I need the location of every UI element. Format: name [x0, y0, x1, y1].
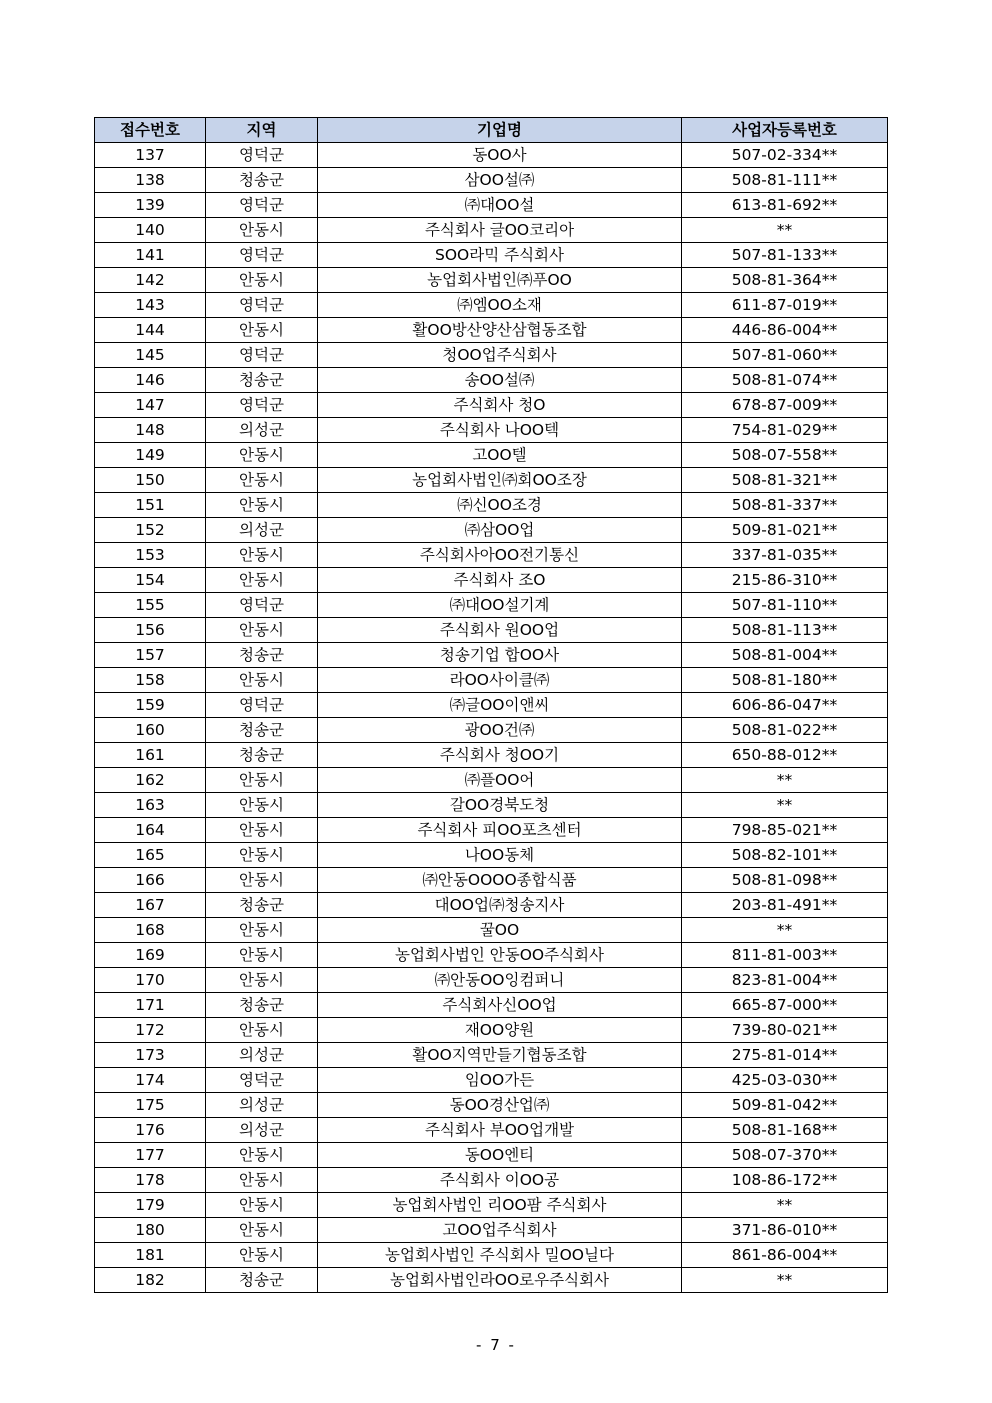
cell-business-number: **	[682, 1193, 888, 1218]
table-row	[95, 693, 888, 718]
cell-receipt-number: 179	[95, 1193, 206, 1218]
cell-company-name: 주식회사 청OO기	[318, 743, 682, 768]
table-row	[95, 668, 888, 693]
cell-region: 청송군	[206, 893, 318, 918]
table-row	[95, 343, 888, 368]
table-row	[95, 743, 888, 768]
cell-company-name: 주식회사 글OO코리아	[318, 218, 682, 243]
cell-company-name: 갈OO경북도청	[318, 793, 682, 818]
cell-receipt-number: 167	[95, 893, 206, 918]
cell-receipt-number: 171	[95, 993, 206, 1018]
cell-business-number: 665-87-000**	[682, 993, 888, 1018]
table-row	[95, 518, 888, 543]
cell-business-number: 754-81-029**	[682, 418, 888, 443]
cell-company-name: 주식회사아OO전기통신	[318, 543, 682, 568]
cell-region: 영덕군	[206, 393, 318, 418]
cell-company-name: 농업회사법인 안동OO주식회사	[318, 943, 682, 968]
cell-company-name: ㈜엠OO소재	[318, 293, 682, 318]
cell-receipt-number: 142	[95, 268, 206, 293]
cell-business-number: 425-03-030**	[682, 1068, 888, 1093]
cell-receipt-number: 168	[95, 918, 206, 943]
header-receipt-number: 접수번호	[95, 118, 206, 143]
cell-receipt-number: 154	[95, 568, 206, 593]
cell-company-name: 농업회사법인㈜푸OO	[318, 268, 682, 293]
cell-business-number: 798-85-021**	[682, 818, 888, 843]
table-row	[95, 568, 888, 593]
cell-receipt-number: 175	[95, 1093, 206, 1118]
cell-region: 안동시	[206, 843, 318, 868]
cell-receipt-number: 138	[95, 168, 206, 193]
cell-region: 안동시	[206, 793, 318, 818]
cell-company-name: 주식회사 이OO공	[318, 1168, 682, 1193]
cell-receipt-number: 174	[95, 1068, 206, 1093]
table-row	[95, 543, 888, 568]
cell-region: 안동시	[206, 918, 318, 943]
cell-region: 안동시	[206, 1218, 318, 1243]
cell-region: 안동시	[206, 493, 318, 518]
cell-business-number: 508-81-004**	[682, 643, 888, 668]
cell-company-name: ㈜플OO어	[318, 768, 682, 793]
cell-company-name: 활OO지역만들기협동조합	[318, 1043, 682, 1068]
cell-business-number: 371-86-010**	[682, 1218, 888, 1243]
cell-receipt-number: 144	[95, 318, 206, 343]
table-row	[95, 318, 888, 343]
cell-business-number: 611-87-019**	[682, 293, 888, 318]
table-row	[95, 493, 888, 518]
cell-region: 청송군	[206, 718, 318, 743]
cell-receipt-number: 157	[95, 643, 206, 668]
cell-receipt-number: 149	[95, 443, 206, 468]
cell-receipt-number: 177	[95, 1143, 206, 1168]
cell-receipt-number: 150	[95, 468, 206, 493]
cell-receipt-number: 181	[95, 1243, 206, 1268]
table-row	[95, 168, 888, 193]
cell-region: 청송군	[206, 643, 318, 668]
cell-company-name: ㈜안동OO잉컴퍼니	[318, 968, 682, 993]
table-row	[95, 968, 888, 993]
cell-business-number: 507-81-060**	[682, 343, 888, 368]
cell-business-number: 508-81-337**	[682, 493, 888, 518]
cell-company-name: 주식회사신OO업	[318, 993, 682, 1018]
table-row	[95, 293, 888, 318]
cell-region: 안동시	[206, 1243, 318, 1268]
cell-company-name: SOO라믹 주식회사	[318, 243, 682, 268]
table-row	[95, 418, 888, 443]
cell-business-number: 508-81-022**	[682, 718, 888, 743]
table-row	[95, 1268, 888, 1293]
cell-region: 안동시	[206, 1193, 318, 1218]
cell-business-number: 508-07-558**	[682, 443, 888, 468]
table-row	[95, 1168, 888, 1193]
cell-receipt-number: 165	[95, 843, 206, 868]
cell-region: 영덕군	[206, 1068, 318, 1093]
cell-receipt-number: 158	[95, 668, 206, 693]
table-row	[95, 443, 888, 468]
table-row	[95, 793, 888, 818]
table-row	[95, 1193, 888, 1218]
table-row	[95, 843, 888, 868]
cell-company-name: 송OO설㈜	[318, 368, 682, 393]
cell-business-number: 508-81-364**	[682, 268, 888, 293]
table-row	[95, 1118, 888, 1143]
cell-company-name: 나OO동체	[318, 843, 682, 868]
cell-business-number: 108-86-172**	[682, 1168, 888, 1193]
cell-region: 안동시	[206, 768, 318, 793]
cell-region: 영덕군	[206, 293, 318, 318]
cell-region: 안동시	[206, 668, 318, 693]
table-row	[95, 1043, 888, 1068]
cell-business-number: **	[682, 918, 888, 943]
cell-region: 청송군	[206, 993, 318, 1018]
cell-receipt-number: 172	[95, 1018, 206, 1043]
cell-region: 영덕군	[206, 193, 318, 218]
table-row	[95, 368, 888, 393]
cell-region: 의성군	[206, 418, 318, 443]
cell-receipt-number: 164	[95, 818, 206, 843]
cell-company-name: ㈜대OO설기계	[318, 593, 682, 618]
cell-region: 의성군	[206, 1043, 318, 1068]
table-row	[95, 1143, 888, 1168]
cell-region: 청송군	[206, 368, 318, 393]
cell-company-name: 광OO건㈜	[318, 718, 682, 743]
cell-receipt-number: 170	[95, 968, 206, 993]
cell-business-number: 509-81-021**	[682, 518, 888, 543]
cell-business-number: **	[682, 793, 888, 818]
table-body	[95, 143, 888, 1293]
cell-company-name: 활OO방산양산삼협동조합	[318, 318, 682, 343]
cell-region: 안동시	[206, 1168, 318, 1193]
cell-region: 의성군	[206, 1093, 318, 1118]
cell-business-number: 508-81-168**	[682, 1118, 888, 1143]
table-row	[95, 918, 888, 943]
cell-receipt-number: 156	[95, 618, 206, 643]
table-header	[95, 118, 888, 143]
cell-company-name: ㈜글OO이앤씨	[318, 693, 682, 718]
cell-region: 안동시	[206, 543, 318, 568]
cell-business-number: 613-81-692**	[682, 193, 888, 218]
cell-business-number: **	[682, 768, 888, 793]
cell-company-name: 농업회사법인 주식회사 밀OO닐다	[318, 1243, 682, 1268]
cell-region: 청송군	[206, 168, 318, 193]
cell-business-number: **	[682, 1268, 888, 1293]
table-row	[95, 268, 888, 293]
table-row	[95, 893, 888, 918]
cell-company-name: 주식회사 청O	[318, 393, 682, 418]
header-company-name: 기업명	[318, 118, 682, 143]
cell-company-name: 동OO경산업㈜	[318, 1093, 682, 1118]
cell-receipt-number: 155	[95, 593, 206, 618]
cell-receipt-number: 163	[95, 793, 206, 818]
cell-region: 안동시	[206, 1143, 318, 1168]
cell-company-name: ㈜대OO설	[318, 193, 682, 218]
cell-company-name: ㈜안동OOOO종합식품	[318, 868, 682, 893]
cell-company-name: 농업회사법인㈜회OO조장	[318, 468, 682, 493]
cell-region: 영덕군	[206, 593, 318, 618]
cell-receipt-number: 159	[95, 693, 206, 718]
cell-receipt-number: 166	[95, 868, 206, 893]
table-row	[95, 193, 888, 218]
cell-company-name: 농업회사법인라OO로우주식회사	[318, 1268, 682, 1293]
cell-receipt-number: 162	[95, 768, 206, 793]
cell-region: 영덕군	[206, 693, 318, 718]
registration-table	[94, 117, 888, 1293]
cell-region: 안동시	[206, 268, 318, 293]
cell-business-number: 508-81-113**	[682, 618, 888, 643]
cell-business-number: 508-81-321**	[682, 468, 888, 493]
cell-business-number: 507-02-334**	[682, 143, 888, 168]
cell-receipt-number: 147	[95, 393, 206, 418]
cell-receipt-number: 143	[95, 293, 206, 318]
cell-region: 의성군	[206, 1118, 318, 1143]
cell-business-number: 823-81-004**	[682, 968, 888, 993]
cell-receipt-number: 169	[95, 943, 206, 968]
cell-region: 안동시	[206, 868, 318, 893]
cell-company-name: 주식회사 부OO업개발	[318, 1118, 682, 1143]
cell-company-name: 고OO텔	[318, 443, 682, 468]
table-row	[95, 393, 888, 418]
cell-receipt-number: 137	[95, 143, 206, 168]
header-region: 지역	[206, 118, 318, 143]
cell-receipt-number: 160	[95, 718, 206, 743]
cell-company-name: ㈜신OO조경	[318, 493, 682, 518]
cell-business-number: 507-81-110**	[682, 593, 888, 618]
cell-receipt-number: 140	[95, 218, 206, 243]
table-row	[95, 818, 888, 843]
cell-business-number: 215-86-310**	[682, 568, 888, 593]
header-business-number: 사업자등록번호	[682, 118, 888, 143]
cell-business-number: 275-81-014**	[682, 1043, 888, 1068]
cell-receipt-number: 176	[95, 1118, 206, 1143]
cell-region: 영덕군	[206, 143, 318, 168]
table-row	[95, 643, 888, 668]
cell-business-number: 811-81-003**	[682, 943, 888, 968]
cell-company-name: 꿀OO	[318, 918, 682, 943]
cell-business-number: 678-87-009**	[682, 393, 888, 418]
cell-company-name: 동OO엔티	[318, 1143, 682, 1168]
cell-region: 안동시	[206, 568, 318, 593]
table-row	[95, 993, 888, 1018]
cell-receipt-number: 151	[95, 493, 206, 518]
cell-region: 안동시	[206, 818, 318, 843]
table-row	[95, 1093, 888, 1118]
cell-company-name: 고OO업주식회사	[318, 1218, 682, 1243]
cell-company-name: 라OO사이클㈜	[318, 668, 682, 693]
cell-company-name: 동OO사	[318, 143, 682, 168]
cell-company-name: 대OO업㈜청송지사	[318, 893, 682, 918]
cell-business-number: 509-81-042**	[682, 1093, 888, 1118]
table-row	[95, 1018, 888, 1043]
cell-business-number: 508-81-111**	[682, 168, 888, 193]
cell-region: 청송군	[206, 743, 318, 768]
table-row	[95, 1218, 888, 1243]
cell-region: 안동시	[206, 968, 318, 993]
cell-region: 안동시	[206, 318, 318, 343]
cell-business-number: 508-81-098**	[682, 868, 888, 893]
cell-business-number: 508-81-074**	[682, 368, 888, 393]
cell-business-number: 861-86-004**	[682, 1243, 888, 1268]
cell-region: 안동시	[206, 1018, 318, 1043]
table-row	[95, 768, 888, 793]
cell-business-number: 650-88-012**	[682, 743, 888, 768]
cell-business-number: 606-86-047**	[682, 693, 888, 718]
cell-business-number: 739-80-021**	[682, 1018, 888, 1043]
cell-company-name: 청송기업 합OO사	[318, 643, 682, 668]
cell-company-name: 재OO양원	[318, 1018, 682, 1043]
cell-region: 안동시	[206, 618, 318, 643]
cell-business-number: 203-81-491**	[682, 893, 888, 918]
cell-company-name: 주식회사 원OO업	[318, 618, 682, 643]
cell-region: 의성군	[206, 518, 318, 543]
cell-receipt-number: 161	[95, 743, 206, 768]
cell-business-number: 508-07-370**	[682, 1143, 888, 1168]
cell-receipt-number: 139	[95, 193, 206, 218]
cell-receipt-number: 152	[95, 518, 206, 543]
cell-region: 영덕군	[206, 343, 318, 368]
cell-region: 안동시	[206, 443, 318, 468]
cell-company-name: 청OO업주식회사	[318, 343, 682, 368]
cell-region: 안동시	[206, 468, 318, 493]
table-row	[95, 243, 888, 268]
cell-region: 안동시	[206, 218, 318, 243]
cell-business-number: **	[682, 218, 888, 243]
cell-business-number: 508-82-101**	[682, 843, 888, 868]
table-row	[95, 218, 888, 243]
cell-company-name: 임OO가든	[318, 1068, 682, 1093]
cell-region: 영덕군	[206, 243, 318, 268]
table-row	[95, 1068, 888, 1093]
cell-company-name: 농업회사법인 리OO팜 주식회사	[318, 1193, 682, 1218]
cell-receipt-number: 141	[95, 243, 206, 268]
cell-business-number: 337-81-035**	[682, 543, 888, 568]
table-row	[95, 943, 888, 968]
cell-receipt-number: 178	[95, 1168, 206, 1193]
cell-receipt-number: 146	[95, 368, 206, 393]
table-row	[95, 718, 888, 743]
table-row	[95, 593, 888, 618]
cell-receipt-number: 145	[95, 343, 206, 368]
cell-receipt-number: 180	[95, 1218, 206, 1243]
cell-business-number: 508-81-180**	[682, 668, 888, 693]
cell-region: 청송군	[206, 1268, 318, 1293]
cell-receipt-number: 182	[95, 1268, 206, 1293]
cell-company-name: 주식회사 피OO포츠센터	[318, 818, 682, 843]
cell-receipt-number: 148	[95, 418, 206, 443]
cell-company-name: 주식회사 나OO텍	[318, 418, 682, 443]
header-row	[95, 118, 888, 143]
table-row	[95, 868, 888, 893]
table-row	[95, 618, 888, 643]
cell-business-number: 446-86-004**	[682, 318, 888, 343]
cell-region: 안동시	[206, 943, 318, 968]
cell-receipt-number: 153	[95, 543, 206, 568]
page-number: - 7 -	[476, 1336, 516, 1354]
table-row	[95, 1243, 888, 1268]
cell-receipt-number: 173	[95, 1043, 206, 1068]
cell-company-name: ㈜삼OO업	[318, 518, 682, 543]
cell-business-number: 507-81-133**	[682, 243, 888, 268]
cell-company-name: 주식회사 조O	[318, 568, 682, 593]
cell-company-name: 삼OO설㈜	[318, 168, 682, 193]
table-row	[95, 143, 888, 168]
table-row	[95, 468, 888, 493]
